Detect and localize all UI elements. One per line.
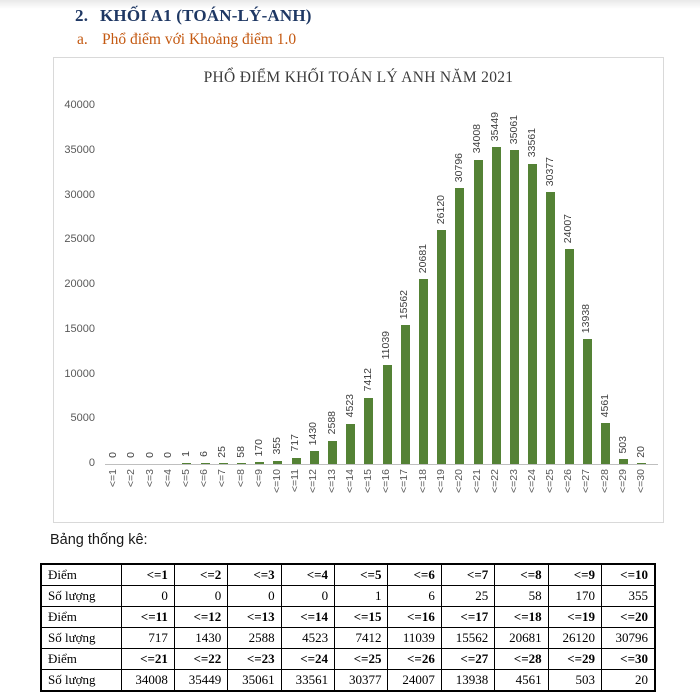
score-header-cell: <=12 xyxy=(174,607,227,628)
bar xyxy=(583,339,592,464)
count-value-cell: 170 xyxy=(548,586,601,607)
x-tick-label: <=27 xyxy=(580,469,593,493)
bar-value-label: 11039 xyxy=(380,330,393,360)
bar-value-label: 1430 xyxy=(307,421,320,446)
count-value-cell: 1430 xyxy=(174,628,227,649)
table-row xyxy=(41,586,655,607)
score-row-label: Điểm xyxy=(41,649,121,670)
score-header-cell: <=20 xyxy=(602,607,655,628)
bar-value-label: 24007 xyxy=(562,213,575,244)
x-tick-label: <=2 xyxy=(125,469,138,488)
bar xyxy=(292,458,301,464)
score-header-cell: <=15 xyxy=(335,607,388,628)
bar xyxy=(383,365,392,464)
count-value-cell: 0 xyxy=(121,586,174,607)
bar xyxy=(455,188,464,464)
count-value-cell: 30796 xyxy=(602,628,655,649)
bar xyxy=(255,462,264,464)
bar xyxy=(601,423,610,464)
score-header-cell: <=29 xyxy=(548,649,601,670)
bar xyxy=(401,325,410,464)
score-header-cell: <=23 xyxy=(228,649,281,670)
x-tick-label: <=6 xyxy=(198,469,211,488)
score-header-cell: <=6 xyxy=(388,564,441,586)
score-header-cell: <=21 xyxy=(121,649,174,670)
bar-value-label: 355 xyxy=(270,437,283,455)
count-row-label: Số lượng xyxy=(41,628,121,649)
count-value-cell: 35061 xyxy=(228,670,281,692)
bar-value-label: 717 xyxy=(289,434,302,452)
y-tick-label: 15000 xyxy=(64,322,95,335)
table-row xyxy=(41,628,655,649)
x-axis-line xyxy=(105,464,658,465)
count-value-cell: 33561 xyxy=(281,670,334,692)
bar xyxy=(492,147,501,464)
x-tick-label: <=4 xyxy=(161,469,174,488)
count-value-cell: 25 xyxy=(441,586,494,607)
count-value-cell: 34008 xyxy=(121,670,174,692)
score-header-cell: <=8 xyxy=(495,564,548,586)
x-tick-label: <=16 xyxy=(380,469,393,493)
bar-value-label: 25 xyxy=(216,445,229,458)
table-row xyxy=(41,564,655,586)
y-tick-label: 40000 xyxy=(64,99,95,111)
bar-value-label: 34008 xyxy=(471,124,484,154)
bar xyxy=(546,192,555,464)
bar xyxy=(437,230,446,464)
x-tick-label: <=19 xyxy=(434,469,447,493)
subsection-letter: a. xyxy=(77,31,88,48)
bar xyxy=(528,164,537,464)
x-tick-label: <=13 xyxy=(325,469,338,493)
score-header-cell: <=4 xyxy=(281,564,334,586)
section-number: 2. xyxy=(75,6,89,25)
stats-table xyxy=(40,563,656,692)
count-value-cell: 35449 xyxy=(174,670,227,692)
score-header-cell: <=14 xyxy=(281,607,334,628)
bar-value-label: 20681 xyxy=(416,243,429,273)
count-value-cell: 58 xyxy=(495,586,548,607)
count-value-cell: 26120 xyxy=(548,628,601,649)
bar xyxy=(565,249,574,464)
y-tick-label: 20000 xyxy=(64,278,95,290)
x-tick-label: <=25 xyxy=(543,469,556,493)
y-tick-label: 25000 xyxy=(64,233,95,246)
count-value-cell: 4523 xyxy=(281,628,334,649)
x-tick-label: <=24 xyxy=(525,469,538,493)
score-header-cell: <=30 xyxy=(602,649,655,670)
table-row xyxy=(41,670,655,692)
score-header-cell: <=25 xyxy=(335,649,388,670)
score-header-cell: <=27 xyxy=(441,649,494,670)
count-value-cell: 1 xyxy=(335,586,388,607)
x-tick-label: <=3 xyxy=(143,469,156,488)
bar xyxy=(201,463,210,464)
score-header-cell: <=18 xyxy=(495,607,548,628)
bar xyxy=(182,463,191,464)
chart-title: PHỔ ĐIỂM KHỐI TOÁN LÝ ANH NĂM 2021 xyxy=(203,69,514,86)
score-header-cell: <=5 xyxy=(335,564,388,586)
bar-value-label: 35061 xyxy=(507,115,520,145)
bar-value-label: 20 xyxy=(634,445,647,458)
score-header-cell: <=9 xyxy=(548,564,601,586)
section-heading xyxy=(75,6,312,26)
x-tick-label: <=17 xyxy=(398,469,411,493)
x-tick-label: <=20 xyxy=(452,469,465,493)
x-tick-label: <=9 xyxy=(252,469,265,488)
bar-value-label: 7412 xyxy=(361,368,374,392)
count-value-cell: 20 xyxy=(602,670,655,692)
bar-value-label: 2588 xyxy=(325,411,338,435)
x-tick-label: <=7 xyxy=(216,469,229,488)
bar xyxy=(510,150,519,464)
count-value-cell: 503 xyxy=(548,670,601,692)
y-tick-label: 10000 xyxy=(64,367,95,380)
bar-value-label: 0 xyxy=(125,452,138,458)
x-tick-label: <=30 xyxy=(634,469,647,493)
x-tick-label: <=5 xyxy=(179,469,192,488)
count-value-cell: 13938 xyxy=(441,670,494,692)
x-tick-label: <=1 xyxy=(107,469,120,488)
score-header-cell: <=19 xyxy=(548,607,601,628)
y-tick-label: 30000 xyxy=(64,188,95,201)
table-row xyxy=(41,607,655,628)
bar-value-label: 4561 xyxy=(598,393,611,418)
section-title: KHỐI A1 (TOÁN-LÝ-ANH) xyxy=(100,6,312,25)
bar xyxy=(219,463,228,464)
count-value-cell: 0 xyxy=(228,586,281,607)
score-header-cell: <=13 xyxy=(228,607,281,628)
bar-value-label: 6 xyxy=(198,451,211,458)
score-header-cell: <=7 xyxy=(441,564,494,586)
bar-value-label: 0 xyxy=(161,452,174,458)
subsection-title: Phổ điểm với Khoảng điểm 1.0 xyxy=(102,31,297,48)
x-tick-label: <=12 xyxy=(307,469,320,493)
score-header-cell: <=26 xyxy=(388,649,441,670)
bar-value-label: 30796 xyxy=(452,153,465,183)
bar-value-label: 58 xyxy=(234,445,247,458)
bar-value-label: 35449 xyxy=(489,111,502,141)
bar xyxy=(364,398,373,464)
table-label: Bảng thống kê: xyxy=(50,532,148,548)
score-header-cell: <=24 xyxy=(281,649,334,670)
x-tick-label: <=14 xyxy=(343,469,356,493)
bar xyxy=(346,424,355,464)
count-value-cell: 0 xyxy=(174,586,227,607)
bar xyxy=(419,279,428,464)
x-tick-label: <=15 xyxy=(361,469,374,493)
x-tick-label: <=22 xyxy=(489,469,502,493)
count-value-cell: 7412 xyxy=(335,628,388,649)
x-tick-label: <=26 xyxy=(562,469,575,493)
count-value-cell: 30377 xyxy=(335,670,388,692)
count-value-cell: 15562 xyxy=(441,628,494,649)
x-tick-label: <=23 xyxy=(507,469,520,493)
x-tick-label: <=28 xyxy=(598,469,611,493)
bar-value-label: 0 xyxy=(107,452,120,458)
bar-value-label: 33561 xyxy=(525,128,538,158)
count-value-cell: 2588 xyxy=(228,628,281,649)
count-value-cell: 355 xyxy=(602,586,655,607)
count-row-label: Số lượng xyxy=(41,586,121,607)
count-value-cell: 4561 xyxy=(495,670,548,692)
x-tick-label: <=10 xyxy=(270,469,283,493)
bar-value-label: 1 xyxy=(179,451,192,458)
bar-value-label: 170 xyxy=(252,438,265,457)
chart-frame xyxy=(53,57,664,523)
x-tick-label: <=21 xyxy=(471,469,484,493)
score-header-cell: <=16 xyxy=(388,607,441,628)
score-row-label: Điểm xyxy=(41,607,121,628)
score-header-cell: <=2 xyxy=(174,564,227,586)
bar-value-label: 0 xyxy=(143,452,156,458)
y-tick-label: 5000 xyxy=(70,412,95,425)
x-tick-label: <=11 xyxy=(289,469,302,493)
score-header-cell: <=22 xyxy=(174,649,227,670)
bar-value-label: 30377 xyxy=(543,156,556,187)
count-value-cell: 11039 xyxy=(388,628,441,649)
count-row-label: Số lượng xyxy=(41,670,121,692)
score-row-label: Điểm xyxy=(41,564,121,586)
y-tick-label: 35000 xyxy=(64,143,95,156)
count-value-cell: 20681 xyxy=(495,628,548,649)
bar-value-label: 4523 xyxy=(343,394,356,418)
bar xyxy=(637,463,646,464)
score-header-cell: <=28 xyxy=(495,649,548,670)
bar xyxy=(273,461,282,464)
count-value-cell: 717 xyxy=(121,628,174,649)
subsection-heading xyxy=(77,31,296,49)
bar xyxy=(474,160,483,464)
score-header-cell: <=1 xyxy=(121,564,174,586)
bar-value-label: 15562 xyxy=(398,289,411,319)
x-tick-label: <=18 xyxy=(416,469,429,493)
score-header-cell: <=3 xyxy=(228,564,281,586)
bar xyxy=(237,463,246,464)
x-tick-label: <=8 xyxy=(234,469,247,488)
table-row xyxy=(41,649,655,670)
bar xyxy=(328,441,337,464)
score-header-cell: <=11 xyxy=(121,607,174,628)
count-value-cell: 0 xyxy=(281,586,334,607)
bar-value-label: 13938 xyxy=(580,304,593,334)
x-tick-label: <=29 xyxy=(616,469,629,493)
bar-value-label: 26120 xyxy=(434,195,447,225)
count-value-cell: 6 xyxy=(388,586,441,607)
bar xyxy=(310,451,319,464)
score-header-cell: <=10 xyxy=(602,564,655,586)
bar-value-label: 503 xyxy=(616,435,629,454)
count-value-cell: 24007 xyxy=(388,670,441,692)
bar xyxy=(619,459,628,464)
score-header-cell: <=17 xyxy=(441,607,494,628)
y-tick-label: 0 xyxy=(88,457,95,469)
